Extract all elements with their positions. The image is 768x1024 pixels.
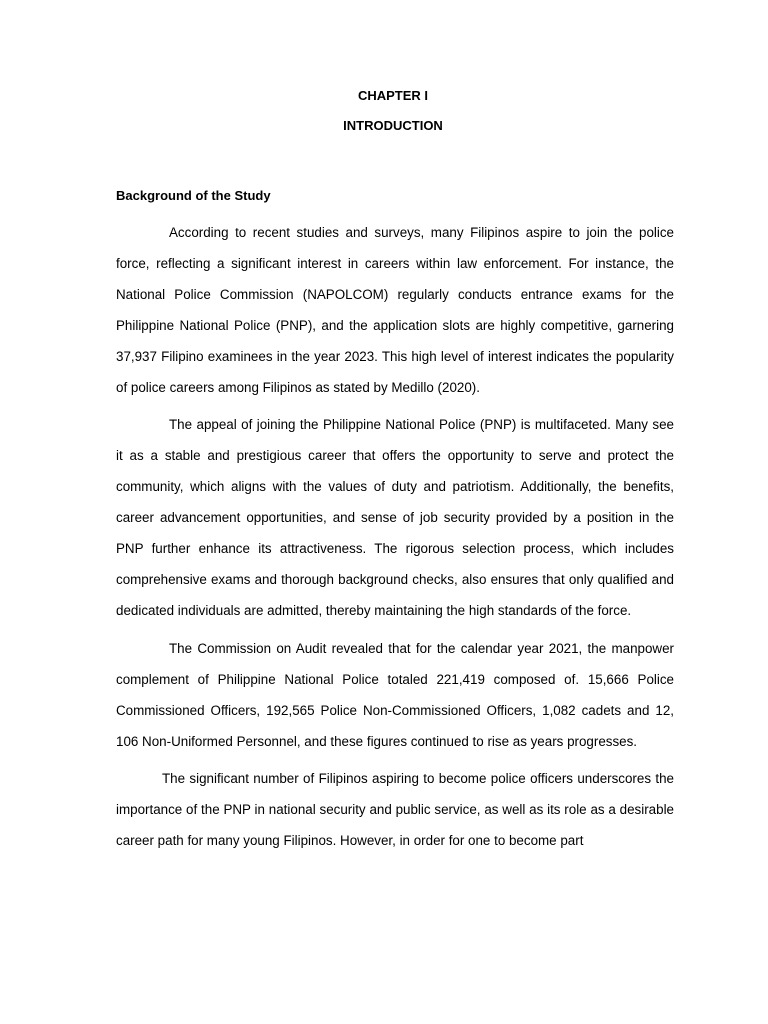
paragraph: The Commission on Audit revealed that for the calendar year 2021, the manpower complement of Philippine National Police totaled 221,419 composed of. 15,666 Police Commissioned Officers, 192,565 Police Non-Commissioned Officers, 1,082 cadets and 12, 106 Non-Uniformed Personnel, and these figures continued to rise as years progresses. (116, 640, 674, 749)
section-heading: Background of the Study (116, 188, 271, 203)
paragraph: The appeal of joining the Philippine National Police (PNP) is multifaceted. Many see it as a stable and prestigious career that offers the opportunity to serve and protect the community, which aligns with the values of duty and patriotism. Additionally, the benefits, career advancement opportunities, and sense of job security provided by a position in the PNP further enhance its attractiveness. The rigorous selection process, which includes comprehensive exams and thorough background checks, also ensures that only qualified and dedicated individuals are admitted, thereby maintaining the high standards of the force. (116, 417, 674, 618)
document-body (116, 218, 674, 864)
chapter-title: INTRODUCTION (343, 118, 443, 133)
paragraph: The significant number of Filipinos aspiring to become police officers underscores the importance of the PNP in national security and public service, as well as its role as a desirable career path for many young Filipinos. However, in order for one to become part (116, 771, 674, 849)
paragraph: According to recent studies and surveys, many Filipinos aspire to join the police force, reflecting a significant interest in careers within law enforcement. For instance, the National Police Commission (NAPOLCOM) regularly conducts entrance exams for the Philippine National Police (PNP), and the application slots are highly competitive, garnering 37,937 Filipino examinees in the year 2023. This high level of interest indicates the popularity of police careers among Filipinos as stated by Medillo (2020). (116, 225, 674, 395)
chapter-label: CHAPTER I (357, 88, 429, 103)
